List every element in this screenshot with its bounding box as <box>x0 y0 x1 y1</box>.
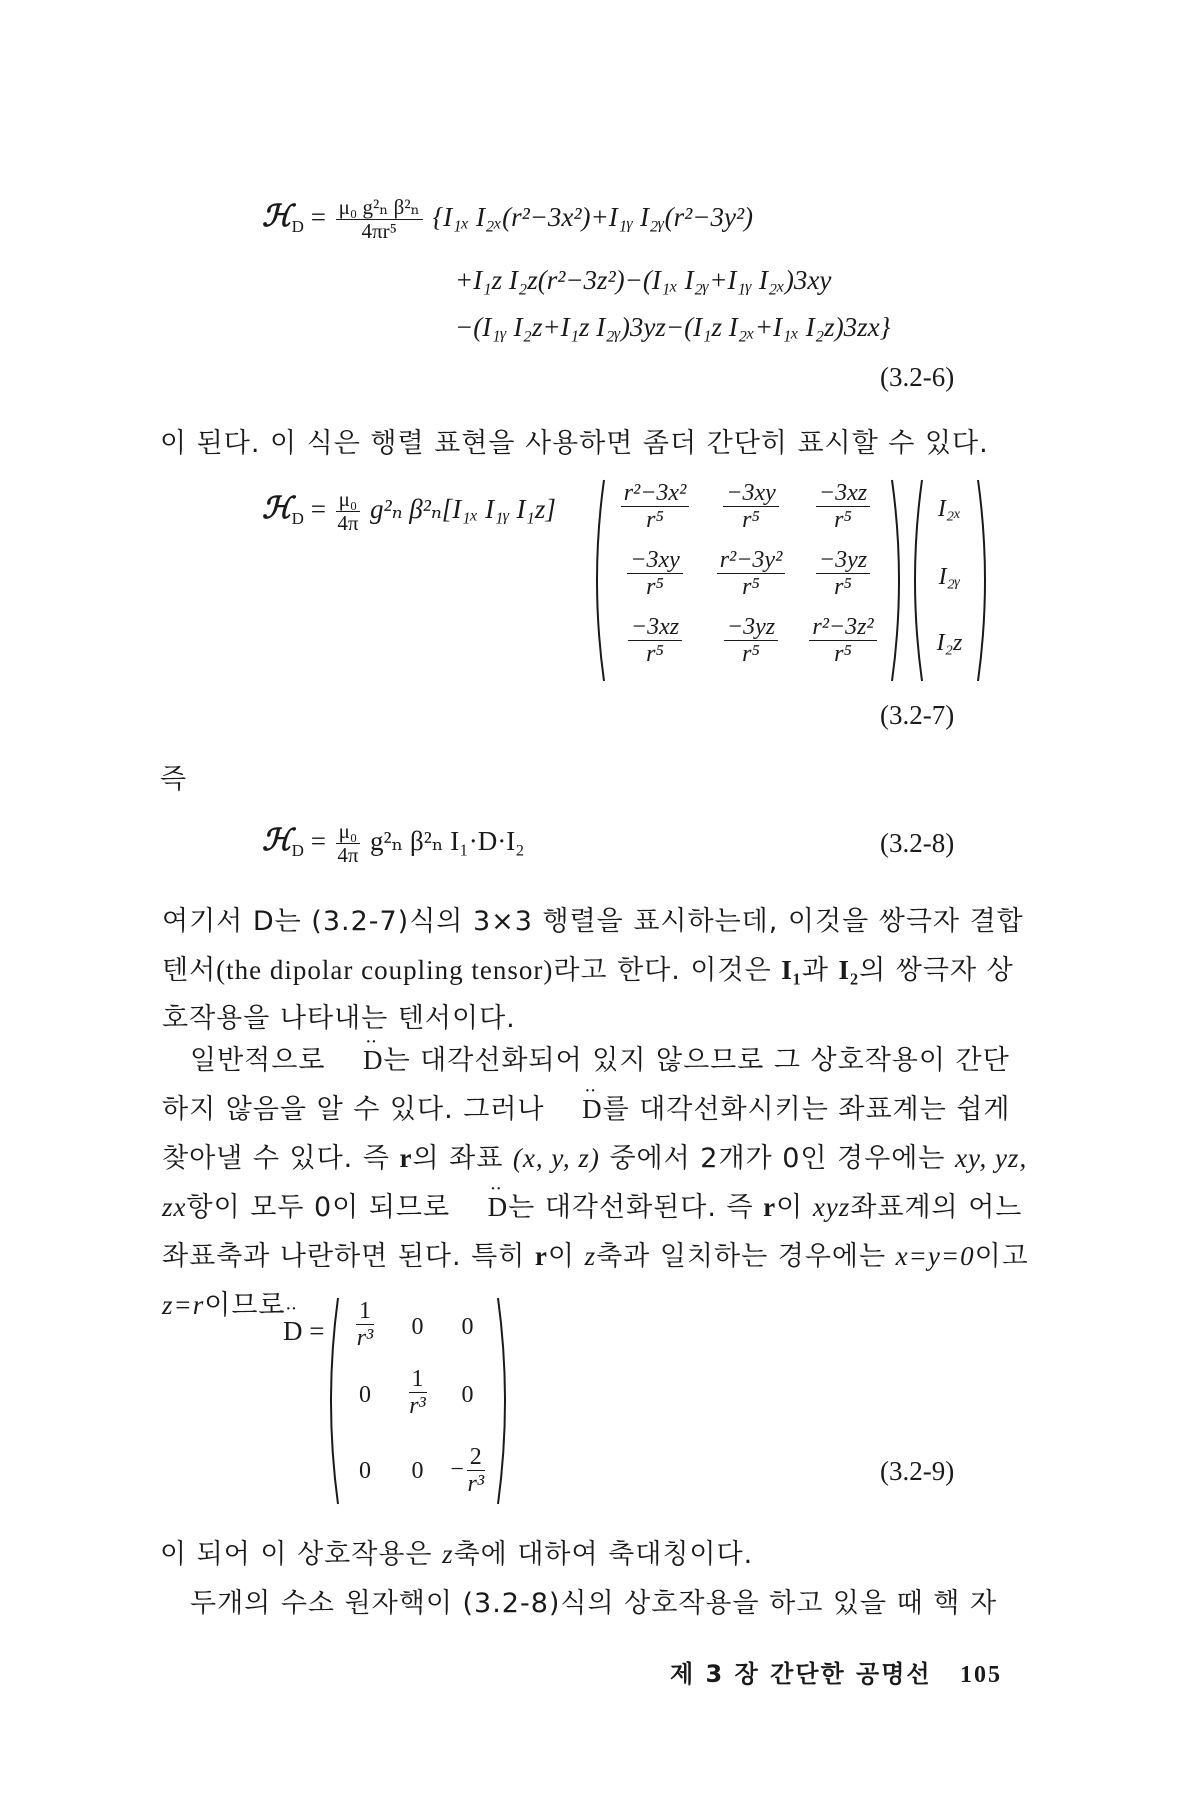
matrix-right-paren <box>888 478 908 683</box>
equation-3-2-8: ℋ$_D$ = $\frac{\text{μ₀}}{4\pi}$ g²ₙ β²ₙ I₁·D·I₂ <box>262 819 525 868</box>
matrix-cell: $\frac{-3xz}{\text{r⁵}}$ <box>628 614 682 668</box>
matrix-cell: $\frac{2}{\text{r³}}$ <box>467 1444 485 1498</box>
hamiltonian-symbol: ℋ <box>262 198 292 234</box>
matrix-cell: $\frac{\text{r²−3y²}}{\text{r⁵}}$ <box>717 547 786 601</box>
matrix-cell: $\frac{-3xz}{\text{r⁵}}$ <box>816 480 870 534</box>
equation-rest: g²ₙ β²ₙ I₁·D·I₂ <box>370 825 525 856</box>
matrix-cell: $\frac{1}{\text{r³}}$ <box>356 1298 374 1352</box>
dipolar-matrix <box>605 480 890 680</box>
coefficient-fraction: $\frac{\text{μ₀ g²ₙ β²ₙ}}{\text{4πr⁵}}$ <box>336 196 423 243</box>
coefficient-fraction: $\frac{\text{μ₀}}{4\pi}$ <box>337 819 359 868</box>
equation-line-3: −(I₁ᵧ I₂z+I₁z I₂ᵧ)3yz−(I₁z I₂ₓ+I₁ₓ I₂z)3zx} <box>455 312 891 342</box>
matrix-cell: $\frac{-3xy}{\text{r⁵}}$ <box>723 480 779 534</box>
equation-number: (3.2-9) <box>880 1456 955 1486</box>
page-number: 105 <box>959 1662 1002 1688</box>
matrix-cell: $\frac{\text{r²−3z²}}{\text{r⁵}}$ <box>809 614 876 668</box>
matrix-cell: $\frac{-3xy}{\text{r⁵}}$ <box>627 547 683 601</box>
matrix-cell: $\frac{-3yz}{\text{r⁵}}$ <box>816 547 870 601</box>
paragraph: 여기서 D는 (3.2-7)식의 3×3 행렬을 표시하는데, 이것을 쌍극자 결합 텐서(the dipolar coupling tensor)라고 한다. 이것은 I₁과 I₂의 쌍극자 상호작용을 나타내는 텐서이다. <box>162 906 1024 1034</box>
matrix-cell: $\frac{\text{r²−3x²}}{\text{r⁵}}$ <box>621 480 690 534</box>
equation-number: (3.2-7) <box>880 700 955 730</box>
equation-3-2-9-lhs: ·· D = <box>283 1316 324 1347</box>
chapter-title: 제 3 장 간단한 공명선 <box>670 1660 932 1688</box>
matrix-left-paren <box>322 1296 342 1506</box>
equation-3-2-7-lhs: ℋ$_D$ = $\frac{\text{μ₀}}{4\pi}$ g²ₙ β²ₙ[I₁ₓ I₁ᵧ I₁z] <box>262 487 556 536</box>
spin-vector: I₂ₓ I₂ᵧ I₂z <box>936 496 963 656</box>
matrix-cell: 0 <box>411 1314 424 1340</box>
running-footer <box>670 1654 1002 1689</box>
paragraph: 이 된다. 이 식은 행렬 표현을 사용하면 좀더 간단히 표시할 수 있다. <box>160 428 989 459</box>
matrix-cell: 0 <box>461 1314 474 1340</box>
equation-line-2: +I₁z I₂z(r²−3z²)−(I₁ₓ I₂ᵧ+I₁ᵧ I₂ₓ)3xy <box>455 265 832 295</box>
matrix-cell: 0 <box>461 1382 474 1408</box>
paragraph: 일반적으로 ·· D는 대각선화되어 있지 않으므로 그 상호작용이 간단하지 않음을 알 수 있다. 그러나 ·· D를 대각선화시키는 좌표계는 쉽게 찾아낼 수 있다. 즉 r의 좌표 (x, y, z) 중에서 2개가 0인 경우에는 xy, yz, zx항이 모두 0이 되므로 ·· D는 대각선화된다. 즉 r이 xyz좌표계의 어느 좌표축과 나란하면 된다. 특히 r이 z축과 일치하는 경우에는 x=y=0이고 z=r이므로 <box>162 1036 1032 1330</box>
vector-right-paren <box>974 478 994 683</box>
matrix-cell: 0 <box>359 1458 371 1484</box>
matrix-cell: 0 <box>359 1382 371 1408</box>
coefficient-fraction: $\frac{\text{μ₀}}{4\pi}$ <box>337 487 359 536</box>
equation-number: (3.2-8) <box>880 828 955 858</box>
paragraph: 이 되어 이 상호작용은 z축에 대하여 축대칭이다. <box>160 1539 754 1570</box>
matrix-cell: $\frac{-3yz}{\text{r⁵}}$ <box>724 614 778 668</box>
equation-3-2-6: ℋ$_D$ = $\frac{\text{μ₀ g²ₙ β²ₙ}}{\text{4πr⁵}}$ {I₁ₓ I₂ₓ(r²−3x²)+I₁ᵧ I₂ᵧ(r²−3y²) <box>262 195 754 244</box>
equation-number: (3.2-6) <box>880 362 955 392</box>
paragraph: 즉 <box>160 764 188 795</box>
matrix-cell: 0 <box>411 1458 424 1484</box>
equation-line-1: {I₁ₓ I₂ₓ(r²−3x²)+I₁ᵧ I₂ᵧ(r²−3y²) <box>432 201 754 232</box>
matrix-cell: $\frac{1}{\text{r³}}$ <box>409 1366 426 1420</box>
paragraph: 두개의 수소 원자핵이 (3.2-8)식의 상호작용을 하고 있을 때 핵 자 <box>190 1588 998 1619</box>
row-vector: g²ₙ β²ₙ[I₁ₓ I₁ᵧ I₁z] <box>370 493 556 524</box>
diagonal-matrix: $\frac{1}{\text{r³}}$ 0 0 0 $\frac{1}{\text{r³}}$ 0 0 0 − $\frac{2}{\text{r³}}$ <box>340 1298 500 1503</box>
